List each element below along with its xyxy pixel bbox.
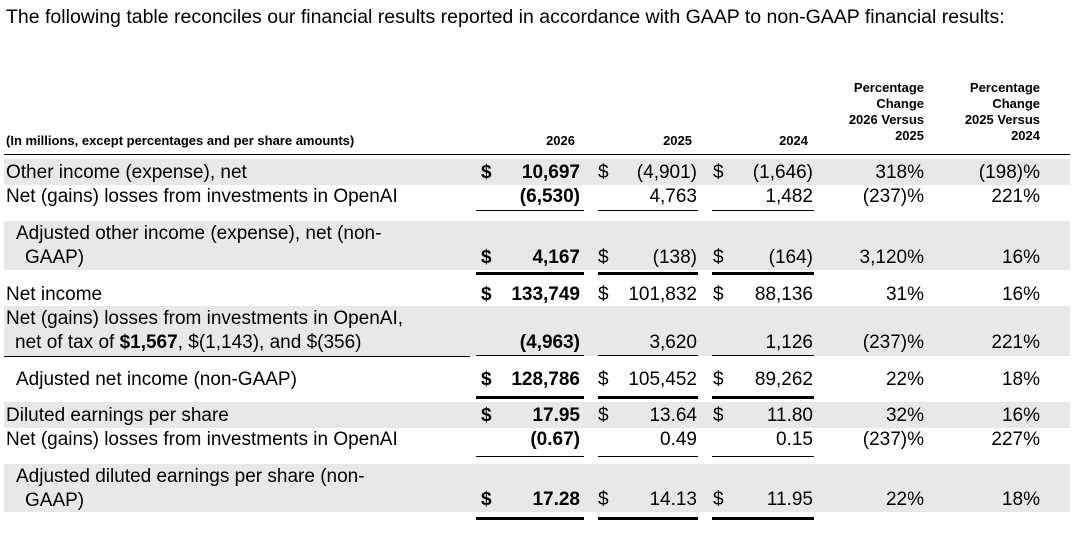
value-2024: 89,262 [754,369,813,390]
total-rule [598,272,698,275]
dollar-sign-2024: $ [713,369,724,390]
row-label: Adjusted other income (expense), net (non- GAAP) [16,223,382,268]
value-2026: 133,749 [511,284,580,305]
value-2025: 14.13 [649,489,697,510]
total-rule [476,272,584,275]
value-2025: 4,763 [649,186,697,207]
value-2026: (0.67) [530,429,580,450]
pct-change-2026-vs-2025: (237)% [862,186,924,207]
total-rule [712,396,814,399]
row-label: Other income (expense), net [6,162,247,183]
dollar-sign-2024: $ [713,284,724,305]
pct-change-2026-vs-2025: 22% [885,369,924,390]
subtotal-rule [476,456,584,457]
subtotal-rule [476,355,584,356]
dollar-sign-2025: $ [598,405,609,426]
value-2024: 1,482 [765,186,813,207]
row-label: Adjusted net income (non-GAAP) [16,369,297,390]
value-2026: 17.95 [532,405,580,426]
subtotal-rule [598,456,698,457]
row-label: Net (gains) losses from investments in OpenAI [6,429,398,450]
total-rule [598,517,698,520]
value-2024: 1,126 [765,332,813,353]
pct-change-2025-vs-2024: 16% [1001,284,1040,305]
dollar-sign-2025: $ [598,284,609,305]
pct-change-2026-vs-2025: 31% [885,284,924,305]
value-2026: 17.28 [532,489,580,510]
row-label: Net (gains) losses from investments in OpenAI [6,186,398,207]
col-header-2024: 2024 [779,133,808,148]
value-2025: (138) [652,247,697,268]
intro-paragraph: The following table reconciles our financial results reported in accordance with GAAP to non-GAAP financial results: [6,6,1005,28]
pct-change-2026-vs-2025: (237)% [862,429,924,450]
pct-change-2025-vs-2024: 227% [991,429,1040,450]
pct-change-2025-vs-2024: (198)% [978,162,1040,183]
value-2025: 13.64 [649,405,697,426]
dollar-sign-2026: $ [481,489,492,510]
pct-change-2025-vs-2024: 221% [991,186,1040,207]
total-rule [712,517,814,520]
pct-change-2026-vs-2025: 318% [875,162,924,183]
dollar-sign-2024: $ [713,489,724,510]
value-2026: (6,530) [519,186,580,207]
subtotal-rule [712,456,814,457]
pct-change-2026-vs-2025: 32% [885,405,924,426]
dollar-sign-2024: $ [713,247,724,268]
col-header-2026: 2026 [546,133,575,148]
dollar-sign-2025: $ [598,489,609,510]
subtotal-rule [476,210,584,211]
row-label: Adjusted diluted earnings per share (non- GAAP) [16,466,365,511]
pct-change-2025-vs-2024: 16% [1001,247,1040,268]
total-rule [712,272,814,275]
value-2024: (164) [768,247,813,268]
value-2024: 0.15 [776,429,813,450]
subtotal-rule [712,355,814,356]
header-rule [4,154,1070,155]
value-2024: 11.95 [766,489,813,510]
pct-change-2025-vs-2024: 221% [991,332,1040,353]
dollar-sign-2026: $ [481,247,492,268]
pct-change-2025-vs-2024: 18% [1001,369,1040,390]
dollar-sign-2024: $ [713,162,724,183]
value-2025: 105,452 [628,369,697,390]
dollar-sign-2026: $ [481,369,492,390]
row-label: Net (gains) losses from investments in OpenAI, net of tax of $1,567, $(1,143), and $(356) [6,308,404,353]
col-header-pct-2025-vs-2024: Percentage Change 2025 Versus 2024 [964,80,1040,143]
col-header-2025: 2025 [663,133,692,148]
value-2024: 88,136 [754,284,813,305]
value-2026: 128,786 [511,369,580,390]
value-2025: 3,620 [649,332,697,353]
dollar-sign-2026: $ [481,405,492,426]
value-2025: 101,832 [628,284,697,305]
value-2026: (4,963) [519,332,580,353]
pct-change-2025-vs-2024: 18% [1001,489,1040,510]
pct-change-2025-vs-2024: 16% [1001,405,1040,426]
col-header-pct-2026-vs-2025: Percentage Change 2026 Versus 2025 [848,80,924,143]
dollar-sign-2026: $ [481,284,492,305]
dollar-sign-2025: $ [598,247,609,268]
value-2024: 11.80 [766,405,813,426]
pct-change-2026-vs-2025: 22% [885,489,924,510]
total-rule [476,396,584,399]
value-2025: (4,901) [636,162,697,183]
row-label: Net income [6,284,103,305]
value-2025: 0.49 [660,429,697,450]
dollar-sign-2025: $ [598,369,609,390]
value-2026: 4,167 [532,247,580,268]
total-rule [598,396,698,399]
dollar-sign-2025: $ [598,162,609,183]
subtotal-rule [598,210,698,211]
dollar-sign-2024: $ [713,405,724,426]
units-header: (In millions, except percentages and per share amounts) [6,133,355,148]
row-label: Diluted earnings per share [6,405,229,426]
dollar-sign-2026: $ [481,162,492,183]
subtotal-rule [712,210,814,211]
subtotal-rule [598,355,698,356]
total-rule [476,517,584,520]
row-separator-rule [4,356,470,357]
value-2024: (1,646) [752,162,813,183]
pct-change-2026-vs-2025: (237)% [862,332,924,353]
pct-change-2026-vs-2025: 3,120% [859,247,924,268]
value-2026: 10,697 [521,162,580,183]
